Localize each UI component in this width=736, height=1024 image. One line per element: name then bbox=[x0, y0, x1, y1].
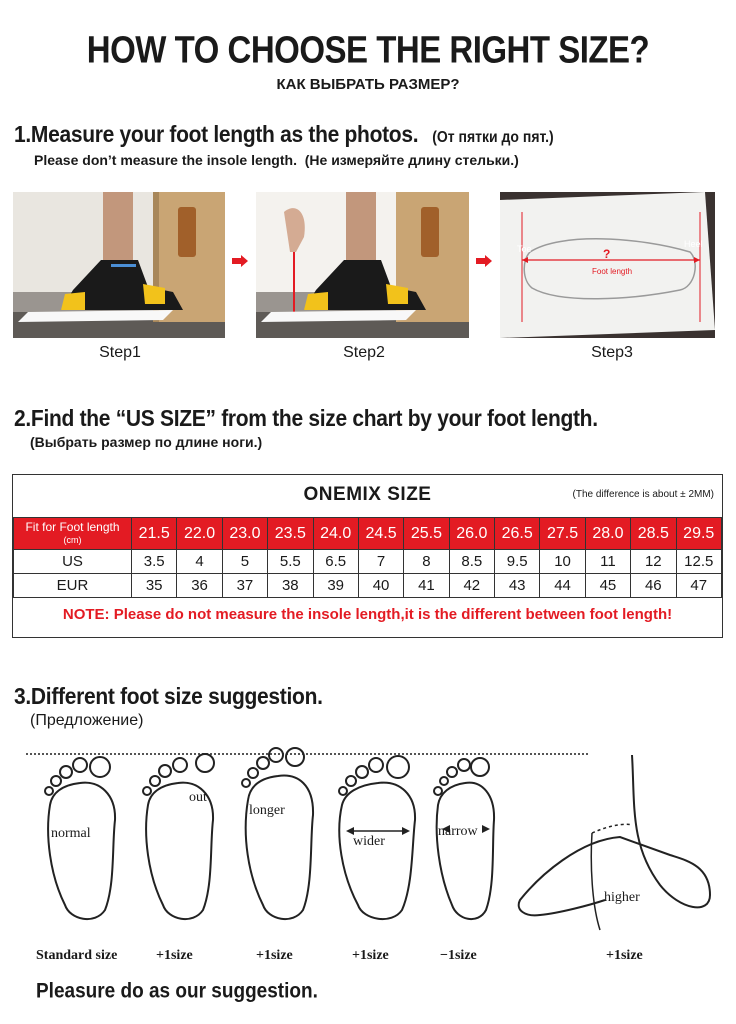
eur-size-cell: 35 bbox=[132, 574, 177, 598]
us-size-cell: 3.5 bbox=[132, 550, 177, 574]
eur-size-cell: 42 bbox=[449, 574, 494, 598]
size-chart-warning: NOTE: Please do not measure the insole length,it is the different between foot length! bbox=[62, 606, 673, 623]
section1-heading: 1.Measure your foot length as the photos. (От пятки до пят.) bbox=[14, 122, 554, 148]
foot-length-cell: 28.5 bbox=[631, 518, 676, 550]
foot-length-cell: 26.5 bbox=[495, 518, 540, 550]
foot-length-cell: 24.0 bbox=[313, 518, 358, 550]
foot-length-cell: 22.0 bbox=[177, 518, 222, 550]
eur-size-cell: 44 bbox=[540, 574, 585, 598]
size-suggestion-narrow: −1size bbox=[440, 948, 477, 963]
foot-length-row bbox=[14, 518, 722, 550]
step2-photo bbox=[256, 192, 469, 338]
size-chart bbox=[12, 474, 723, 638]
section1-subheading: Please don’t measure the insole length. (Не измеряйте длину стельки.) bbox=[34, 152, 519, 168]
us-size-cell: 6.5 bbox=[313, 550, 358, 574]
section3-subheading: (Предложение) bbox=[30, 712, 144, 729]
step3-label: Step3 bbox=[591, 344, 633, 361]
eur-size-cell: 39 bbox=[313, 574, 358, 598]
size-chart-title: ONEMIX SIZE bbox=[303, 484, 432, 505]
eur-size-row bbox=[14, 574, 722, 598]
size-suggestion-higher: +1size bbox=[606, 948, 643, 963]
question-mark: ? bbox=[603, 247, 611, 261]
step2-label: Step2 bbox=[343, 344, 385, 361]
us-size-cell: 11 bbox=[585, 550, 630, 574]
foot-length-cell: 29.5 bbox=[676, 518, 722, 550]
foot-label-out: out bbox=[189, 790, 207, 805]
foot-length-cell: 25.5 bbox=[404, 518, 449, 550]
foot-length-label: Foot length bbox=[592, 267, 633, 276]
section2-subheading: (Выбрать размер по длине ноги.) bbox=[30, 434, 263, 450]
us-size-cell: 8.5 bbox=[449, 550, 494, 574]
heel-label: Heel bbox=[684, 239, 703, 249]
page-title: HOW TO CHOOSE THE RIGHT SIZE? bbox=[86, 28, 650, 71]
size-difference-note: (The difference is about ± 2MM) bbox=[572, 489, 714, 500]
arrow-right-icon bbox=[476, 255, 492, 267]
eur-size-cell: 46 bbox=[631, 574, 676, 598]
eur-row-header: EUR bbox=[14, 574, 132, 598]
us-size-cell: 12.5 bbox=[676, 550, 722, 574]
eur-size-cell: 37 bbox=[222, 574, 267, 598]
size-chart-header bbox=[13, 475, 722, 517]
us-row-header: US bbox=[14, 550, 132, 574]
eur-size-cell: 43 bbox=[495, 574, 540, 598]
size-suggestion-longer: +1size bbox=[256, 948, 293, 963]
foot-label-longer: longer bbox=[249, 803, 285, 818]
section3-heading: 3.Different foot size suggestion. bbox=[14, 684, 323, 710]
foot-length-row-header: Fit for Foot length (cm) bbox=[14, 518, 132, 550]
foot-label-wider: wider bbox=[353, 834, 385, 849]
step1-label: Step1 bbox=[99, 344, 141, 361]
footer-suggestion: Pleasure do as our suggestion. bbox=[36, 980, 318, 1004]
foot-length-cell: 27.5 bbox=[540, 518, 585, 550]
eur-size-cell: 41 bbox=[404, 574, 449, 598]
foot-label-higher: higher bbox=[604, 890, 640, 905]
us-size-cell: 10 bbox=[540, 550, 585, 574]
us-size-cell: 4 bbox=[177, 550, 222, 574]
arrow-right-icon bbox=[232, 255, 248, 267]
size-suggestion-normal: Standard size bbox=[36, 948, 118, 963]
eur-size-cell: 47 bbox=[676, 574, 722, 598]
step3-photo bbox=[500, 192, 715, 338]
foot-label-normal: normal bbox=[51, 826, 91, 841]
foot-length-cell: 28.0 bbox=[585, 518, 630, 550]
eur-size-cell: 45 bbox=[585, 574, 630, 598]
step1-photo bbox=[13, 192, 225, 338]
page-subtitle: КАК ВЫБРАТЬ РАЗМЕР? bbox=[276, 76, 460, 93]
foot-length-cell: 23.5 bbox=[268, 518, 313, 550]
eur-size-cell: 38 bbox=[268, 574, 313, 598]
size-suggestion-out: +1size bbox=[156, 948, 193, 963]
us-size-cell: 7 bbox=[358, 550, 403, 574]
size-suggestion-wider: +1size bbox=[352, 948, 389, 963]
eur-size-cell: 40 bbox=[358, 574, 403, 598]
toe-label: Toe bbox=[517, 244, 532, 254]
us-size-cell: 5 bbox=[222, 550, 267, 574]
us-size-cell: 8 bbox=[404, 550, 449, 574]
foot-length-cell: 26.0 bbox=[449, 518, 494, 550]
section2-heading: 2.Find the “US SIZE” from the size chart by your foot length. bbox=[14, 406, 598, 432]
us-size-cell: 9.5 bbox=[495, 550, 540, 574]
us-size-cell: 12 bbox=[631, 550, 676, 574]
us-size-cell: 5.5 bbox=[268, 550, 313, 574]
size-table bbox=[13, 517, 722, 598]
foot-length-cell: 21.5 bbox=[132, 518, 177, 550]
eur-size-cell: 36 bbox=[177, 574, 222, 598]
foot-label-narrow: narrow bbox=[438, 824, 478, 839]
foot-length-cell: 23.0 bbox=[222, 518, 267, 550]
us-size-row bbox=[14, 550, 722, 574]
foot-length-cell: 24.5 bbox=[358, 518, 403, 550]
